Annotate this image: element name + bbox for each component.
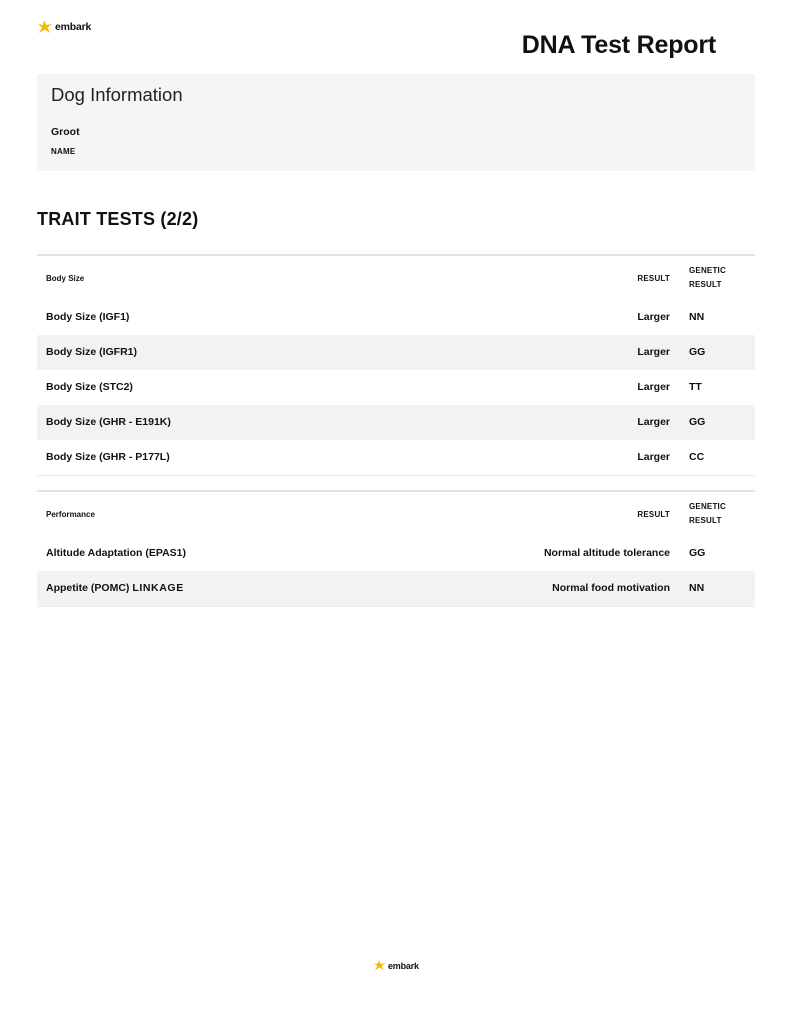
table-row (37, 370, 755, 405)
trait-name: Altitude Adaptation (EPAS1) (46, 547, 186, 559)
genetic-result-header: GENETIC RESULT (689, 502, 726, 525)
genetic-result-header: GENETIC RESULT (689, 266, 726, 289)
result-header: RESULT (637, 509, 670, 519)
dog-information-heading: Dog Information (51, 84, 183, 105)
trait-result: Larger (637, 381, 670, 393)
trait-name: Body Size (GHR - P177L) (46, 451, 170, 463)
footer-logo-wordmark: embark (388, 960, 419, 971)
report-title: DNA Test Report (521, 31, 716, 59)
category-header: Performance (46, 509, 95, 519)
table-header (37, 492, 755, 536)
trait-result: Larger (637, 451, 670, 463)
trait-name: Appetite (POMC) LINKAGE (46, 582, 184, 594)
table-row (37, 571, 755, 606)
trait-genetic-result: TT (689, 381, 702, 393)
trait-result: Larger (637, 346, 670, 358)
trait-result: Normal food motivation (552, 582, 670, 594)
trait-result: Larger (637, 416, 670, 428)
section-title: TRAIT TESTS (2/2) (37, 209, 199, 229)
performance-table (37, 490, 755, 607)
trait-result: Normal altitude tolerance (543, 547, 670, 559)
table-row (37, 440, 755, 475)
trait-genetic-result: GG (689, 547, 706, 559)
dog-name-value: Groot (51, 126, 80, 138)
trait-genetic-result: NN (689, 582, 705, 594)
dog-information-panel (37, 74, 755, 171)
table-row (37, 536, 755, 571)
trait-genetic-result: GG (689, 416, 706, 428)
table-row (37, 300, 755, 335)
table-row (37, 405, 755, 440)
trait-genetic-result: GG (689, 346, 706, 358)
embark-star-icon (38, 20, 54, 34)
linkage-tag: LINKAGE (132, 582, 184, 594)
trait-name: Body Size (STC2) (46, 381, 133, 393)
table-row (37, 335, 755, 370)
table-header (37, 256, 755, 300)
trait-name: Body Size (GHR - E191K) (46, 416, 171, 428)
footer-embark-logo (374, 960, 419, 971)
dog-name-label: NAME (51, 147, 76, 156)
logo-wordmark: embark (55, 21, 92, 33)
embark-logo (38, 20, 91, 34)
trait-genetic-result: NN (689, 311, 705, 323)
trait-result: Larger (637, 311, 670, 323)
category-header: Body Size (46, 273, 85, 283)
body-size-table (37, 254, 755, 476)
embark-star-icon (374, 960, 387, 971)
trait-name: Body Size (IGFR1) (46, 346, 138, 358)
result-header: RESULT (637, 273, 670, 283)
trait-genetic-result: CC (689, 451, 705, 463)
trait-name: Body Size (IGF1) (46, 311, 130, 323)
